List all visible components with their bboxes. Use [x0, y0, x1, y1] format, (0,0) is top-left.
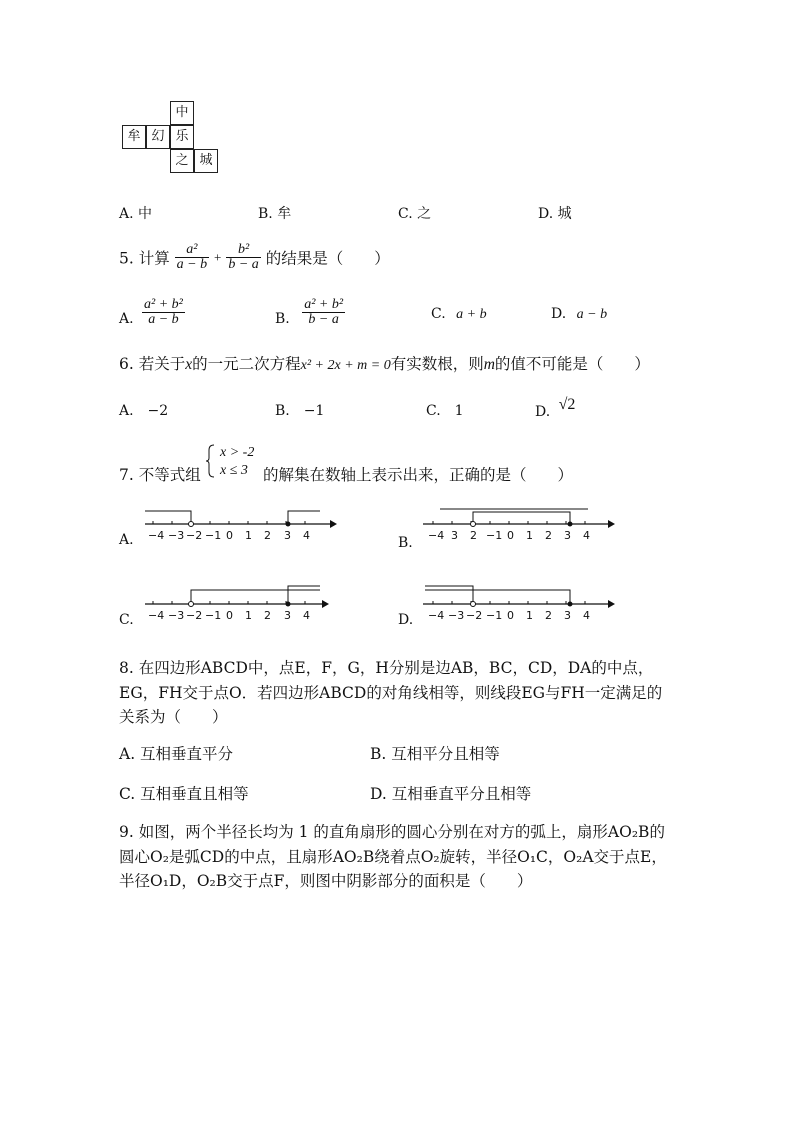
q7-inequality-2: x ≤ 3	[220, 463, 248, 478]
q7-number-line-d	[418, 580, 618, 626]
svg-text:−1: −1	[205, 609, 222, 622]
svg-text:−4: −4	[148, 529, 165, 542]
svg-text:−1: −1	[486, 529, 503, 542]
svg-text:−2: −2	[466, 609, 483, 622]
q4-option-b: B. 牟	[258, 206, 292, 222]
svg-text:3: 3	[451, 529, 458, 542]
svg-text:2: 2	[545, 529, 552, 542]
svg-text:3: 3	[564, 529, 571, 542]
svg-text:0: 0	[507, 609, 514, 622]
svg-text:−3: −3	[448, 609, 465, 622]
svg-text:2: 2	[264, 529, 271, 542]
q6-option-b: B. −1	[275, 403, 325, 419]
svg-text:1: 1	[526, 529, 533, 542]
svg-text:−3: −3	[168, 609, 185, 622]
svg-text:0: 0	[226, 609, 233, 622]
q7-brace-icon	[206, 444, 216, 478]
q5-option-c: C. a + b	[431, 306, 487, 322]
q6-option-c: C. 1	[426, 403, 464, 419]
svg-text:0: 0	[226, 529, 233, 542]
q6-option-a: A. −2	[119, 403, 169, 419]
svg-text:−4: −4	[428, 529, 445, 542]
svg-text:0: 0	[507, 529, 514, 542]
q7-number-line-a	[140, 500, 340, 546]
q6-option-d: D. √2	[535, 396, 576, 420]
q5-fraction-1: $\frac{\text{a²}}{a - b}$	[176, 242, 208, 272]
svg-text:−2: −2	[186, 609, 203, 622]
q5-option-b: B. $\frac{\text{a² + b²}}{b - a}$	[275, 297, 344, 327]
q5-fraction-2: $\frac{\text{b²}}{b - a}$	[228, 242, 259, 272]
q7-inequality-1: x > -2	[220, 445, 255, 460]
net-cell-bottom-right: 城	[194, 149, 218, 173]
q8-line-2: EG，FH交于点O．若四边形ABCD的对角线相等，则线段EG与FH一定满足的	[119, 684, 663, 702]
q5-option-a: A. $\frac{\text{a² + b²}}{a - b}$	[119, 297, 183, 327]
q8-option-b: B. 互相平分且相等	[370, 745, 500, 763]
q8-line-3: 关系为（ ）	[119, 708, 228, 726]
svg-text:3: 3	[284, 609, 291, 622]
q6-question: 6. 若关于x的一元二次方程x² + 2x + m = 0有实数根，则m的值不可能是（ ）	[119, 355, 650, 373]
net-cell-bottom: 之	[170, 149, 194, 173]
net-cell-left2: 幻	[146, 125, 170, 149]
svg-text:2: 2	[264, 609, 271, 622]
q8-line-1: 8. 在四边形ABCD中，点E，F，G，H分别是边AB，BC，CD，DA的中点，	[119, 659, 654, 677]
q8-option-d: D. 互相垂直平分且相等	[370, 785, 532, 803]
q4-option-c: C. 之	[398, 206, 432, 222]
net-cell-center: 乐	[170, 125, 194, 149]
svg-text:−2: −2	[186, 529, 203, 542]
svg-text:−1: −1	[486, 609, 503, 622]
svg-text:4: 4	[303, 529, 310, 542]
q7-number-line-b	[418, 500, 618, 546]
q7-option-c-label: C.	[119, 612, 134, 628]
q4-option-a: A. 中	[119, 206, 153, 222]
net-cell-top: 中	[170, 101, 194, 125]
q9-line-1: 9. 如图，两个半径长均为 1 的直角扇形的圆心分别在对方的弧上，扇形AO₂B的	[119, 823, 665, 841]
svg-text:−1: −1	[205, 529, 222, 542]
q7-option-b-label: B.	[398, 535, 413, 551]
svg-text:−4: −4	[148, 609, 165, 622]
svg-text:2: 2	[470, 529, 477, 542]
q5-option-d: D. a − b	[551, 306, 608, 322]
q7-number-line-c	[140, 580, 340, 626]
q7-option-d-label: D.	[398, 612, 414, 628]
net-cell-left1: 牟	[122, 125, 146, 149]
svg-text:2: 2	[545, 609, 552, 622]
svg-text:4: 4	[303, 609, 310, 622]
svg-text:3: 3	[284, 529, 291, 542]
svg-text:−3: −3	[168, 529, 185, 542]
q7-suffix: 的解集在数轴上表示出来，正确的是（ ）	[263, 466, 574, 484]
q7-option-a-label: A.	[119, 532, 134, 548]
svg-text:−4: −4	[428, 609, 445, 622]
q7-prefix: 7. 不等式组	[119, 466, 201, 484]
q5-question	[119, 243, 390, 272]
q9-line-2: 圆心O₂是弧CD的中点，且扇形AO₂B绕着点O₂旋转，半径O₁C，O₂A交于点E，	[119, 848, 667, 866]
svg-text:1: 1	[245, 609, 252, 622]
svg-text:4: 4	[583, 529, 590, 542]
q8-option-c: C. 互相垂直且相等	[119, 785, 249, 803]
q5-plus: +	[214, 249, 222, 265]
q5-suffix: 的结果是（ ）	[265, 249, 390, 268]
svg-text:1: 1	[245, 529, 252, 542]
svg-text:3: 3	[564, 609, 571, 622]
q9-line-3: 半径O₁D，O₂B交于点F，则图中阴影部分的面积是（ ）	[119, 872, 533, 890]
q4-option-d: D. 城	[538, 206, 572, 222]
q5-prefix: 5. 计算	[119, 249, 170, 268]
svg-text:4: 4	[583, 609, 590, 622]
q8-option-a: A. 互相垂直平分	[119, 745, 234, 763]
svg-text:1: 1	[526, 609, 533, 622]
